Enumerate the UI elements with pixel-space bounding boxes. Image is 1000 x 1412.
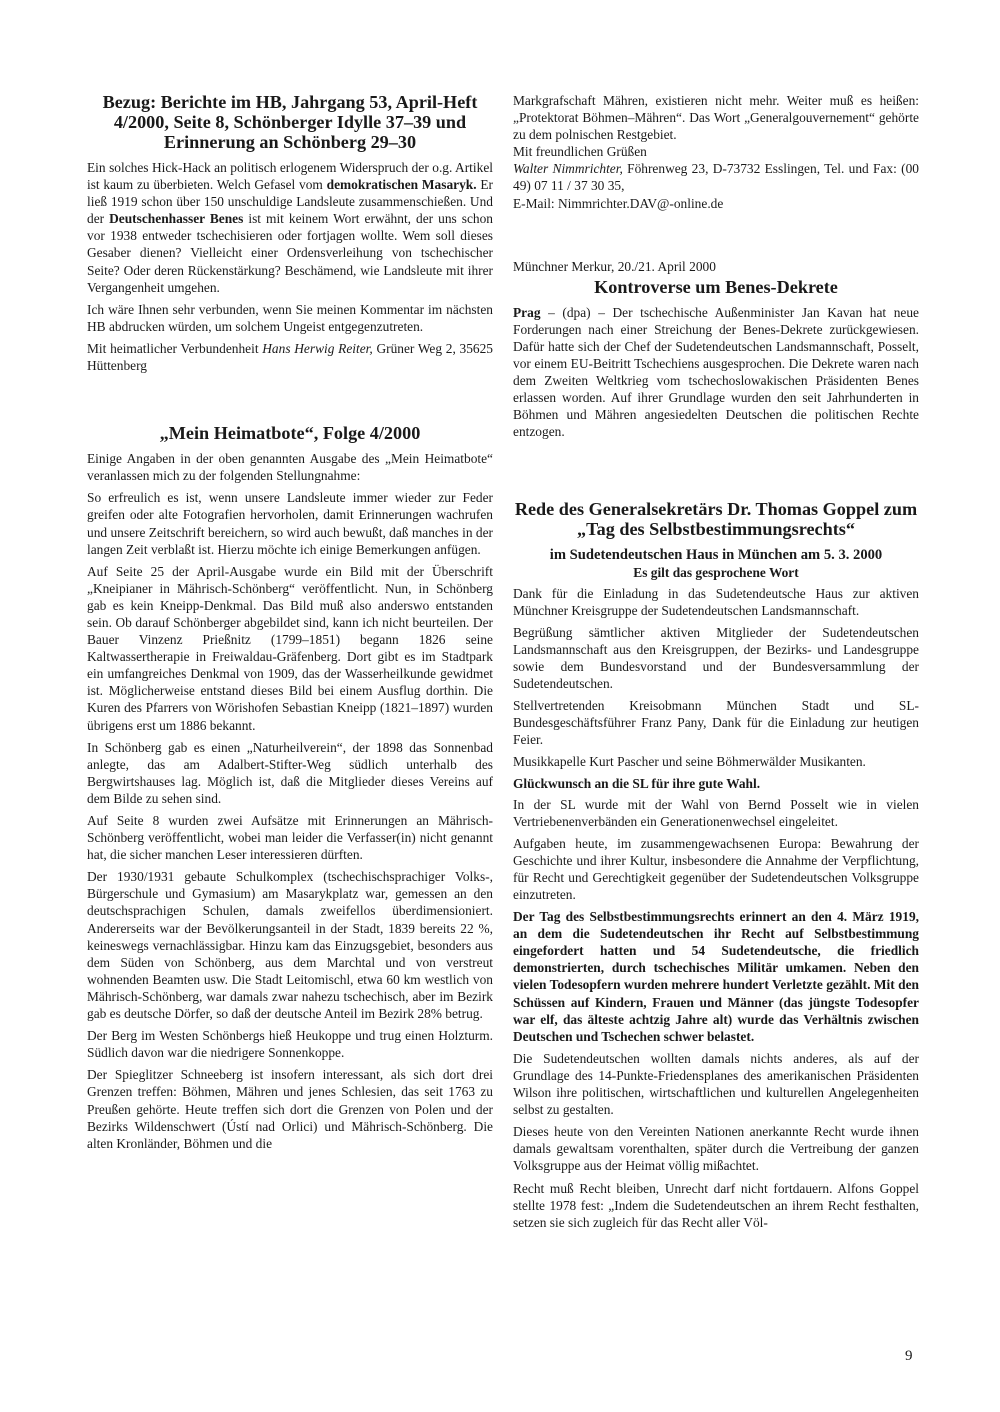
article-goppel-heading: Rede des Generalsekretärs Dr. Thomas Goppel zum „Tag des Selbstbestimmungsrechts“	[514, 498, 918, 539]
paragraph: Der Berg im Westen Schönbergs hieß Heukoppe und trug einen Holzturm. Südlich davon war die niedrigere Sonnenkoppe.	[87, 1028, 493, 1061]
paragraph: Dieses heute von den Vereinten Nationen anerkannte Recht wurde ihnen damals gewaltsam vorenthalten, später durch die Vertreibung der ganzen Volksgruppe aus der Heimat völlig mißachtet.	[513, 1124, 919, 1174]
paragraph: Auf Seite 8 wurden zwei Aufsätze mit Erinnerungen an Mährisch-Schönberg veröffentlicht, wobei man leider die Verfasser(in) nicht genannt hat, die sicher manchen Leser interessieren dürften.	[87, 813, 493, 863]
letter-heimatbote-heading: „Mein Heimatbote“, Folge 4/2000	[159, 423, 421, 444]
paragraph: Die Sudetendeutschen wollten damals nichts anderes, als auf der Grundlage des 14-Punkte-Friedensplanes des amerikanischen Präsidenten Wilson ihre politischen, wirtschaftlichen und kulturellen Angelegenheiten selbst zu gestalten.	[513, 1050, 919, 1118]
paragraph: Der 1930/1931 gebaute Schulkomplex (tschechischsprachiger Volks-, Bürgerschule und Gymasium) am Masarykplatz war, gemessen an den deutschsprachigen Schulen, damals zweifellos überdimensioniert. Andererseits war der Bevölkerungsanteil in der Stadt, 1839 bereits 22 %, keineswegs vernachlässigbar. Hinzu kam das Einzugsgebiet, besonders aus dem Süden von Schönberg, aus dem Marchtal und von verstreut wohnenden Beamten usw. Die Stadt Leitomischl, etwa 60 km westlich von Mährisch-Schönberg, war damals zwar nahezu tschechisch, aber im Bezirk gab es deutsche Dörfer, so daß der deutsche Anteil im Bezirk 28% betrug.	[87, 869, 493, 1022]
author-name: Walter Nimmrichter,	[513, 161, 623, 177]
paragraph: Einige Angaben in der oben genannten Ausgabe des „Mein Heimatbote“ veranlassen mich zu der folgenden Stellungnahme:	[87, 451, 493, 484]
letter-reiter-heading: Bezug: Berichte im HB, Jahrgang 53, April-Heft 4/2000, Seite 8, Schönberger Idylle 37–39 und Erinnerung an Schönberg 29–30	[102, 92, 478, 152]
paragraph: Der Spieglitzer Schneeberg ist insofern interessant, als sich dort drei Grenzen treffen: Böhmen, Mähren und jenes Schlesien, das seit 1763 zu Preußen gehörte. Heute treffen sich dort die Grenzen von Polen und der Bezirks Wildenschwert (Ústí nad Orlici) und Mährisch-Schönberg. Die alten Kronländer, Böhmen und die	[87, 1067, 493, 1151]
paragraph: Mit freundlichen Grüßen	[513, 144, 647, 160]
author-name: Hans Herwig Reiter,	[262, 340, 373, 356]
left-column	[87, 92, 493, 1157]
paragraph: Aufgaben heute, im zusammengewachsenen Europa: Bewahrung der Geschichte und ihrer Kultur, insbesondere die Annahme der Verpflichtung, für Recht und Gerechtigkeit gegenüber der Sudetendeutschen Volksgruppe einzutreten.	[513, 835, 919, 902]
paragraph: Begrüßung sämtlicher aktiven Mitglieder der Sudetendeutschen Landsmannschaft aus den Kreisgruppen, der Bezirks- und Landesgruppe sowie dem Bundesvorstand und der Bundesversammlung der Sudetendeutschen.	[513, 624, 919, 691]
article-goppel-subheading: im Sudetendeutschen Haus in München am 5. 3. 2000	[549, 546, 883, 563]
source-line: Münchner Merkur, 20./21. April 2000	[513, 258, 716, 274]
letter-heimatbote	[87, 423, 493, 1152]
paragraph: Recht muß Recht bleiben, Unrecht darf nicht fortdauern. Alfons Goppel stellte 1978 fest: „Indem die Sudetendeutschen an ihrem Recht festhalten, setzen sie sich zugleich für das Recht aller Völ-	[513, 1180, 919, 1230]
right-column	[513, 92, 919, 1236]
paragraph: Ein solches Hick-Hack an politisch erlogenem Widerspruch der o.g. Artikel ist kaum zu überbieten. Welch Gefasel vom demokratischen Masaryk. Er ließ 1919 schon über 150 unschuldige Landsleute zusammenschießen. Und der Deutschenhasser Benes ist mit keinem Wort erwähnt, der uns schon vor 1938 entweder tschechisieren oder fortjagen wollte. Wem soll dieses Gesaber dienen? Vielleicht einer Ordensverleihung von tschechischer Seite? Oder deren Rückenstärkung? Beschämend, wie Landsleute mit ihrer Vergangenheit umgehen.	[87, 160, 493, 295]
article-goppel-speech	[513, 499, 919, 1231]
paragraph: In Schönberg gab es einen „Naturheilverein“, der 1898 das Sonnenbad anlegte, das am Adalbert-Stifter-Weg südlich unterhalb des Bergwirtshauses lag. Möglich ist, daß die Mitglieder dieses Vereins auf dem Bilde zu sehen sind.	[87, 739, 493, 806]
page-number: 9	[905, 1348, 913, 1364]
email-line: E-Mail: Nimmrichter.DAV@-online.de	[513, 195, 724, 211]
paragraph: Stellvertretenden Kreisobmann München Stadt und SL-Bundesgeschäftsführer Franz Pany, Dank für die Einladung zur heutigen Feier.	[513, 698, 919, 748]
letter-reiter	[87, 92, 493, 374]
paragraph: Ich wäre Ihnen sehr verbunden, wenn Sie meinen Kommentar im nächsten HB abdrucken würden, um solchem Ungeist entgegenzutreten.	[87, 301, 493, 334]
paragraph: Musikkapelle Kurt Pascher und seine Böhmerwälder Musikanten.	[513, 754, 866, 770]
section-heading: Glückwunsch an die SL für ihre gute Wahl.	[513, 776, 761, 792]
signature: Mit heimatlicher Verbundenheit Hans Herwig Reiter, Grüner Weg 2, 35625 Hüttenberg	[87, 340, 494, 374]
paragraph: Auf Seite 25 der April-Ausgabe wurde ein Bild mit der Überschrift „Kneipianer in Mährisch-Schönberg“ veröffentlicht. Nun, in Schönberg gab es kein Kneipp-Denkmal. Das Bild muß also anderswo entstanden sein. Ob darauf Schönberger abgebildet sind, kann ich nicht beurteilen. Der Bauer Vinzenz Prießnitz (1799–1851) begann 1826 seine Kaltwassertherapie in Freiwaldau-Gräfenberg. Dort gibt es im Stadtpark ein umfangreiches Denkmal von 1909, das der Wasserheilkunde gewidmet ist. Möglicherweise entstand dieses Bild bei einem Ausflug dorthin. Die Kuren des Pfarrers von Wörishofen Sebastian Kneipp (1821–1897) wurden übrigens erst um 1886 bekannt.	[87, 563, 493, 733]
article-goppel-subheading-2: Es gilt das gesprochene Wort	[633, 564, 799, 580]
paragraph: In der SL wurde mit der Wahl von Bernd Posselt wie in vielen Vertriebenenverbänden ein Generationenwechsel eingeleitet.	[513, 796, 919, 829]
paragraph: So erfreulich es ist, wenn unsere Landsleute immer wieder zur Feder greifen oder alte Fotografien hervorholen, damit Erinnerungen wachrufen und unsere Zeitschrift bereichern, so wird auch bewußt, daß manches in der langen Zeit verblaßt ist. Hierzu möchte ich einige Bemerkungen anfügen.	[87, 490, 493, 557]
paragraph: Dank für die Einladung in das Sudetendeutsche Haus zur aktiven Münchner Kreisgruppe der Sudetendeutschen Landsmannschaft.	[513, 585, 919, 618]
bold-paragraph: Der Tag des Selbstbestimmungsrechts erinnert an den 4. März 1919, an dem die Sudetendeutschen ihr Recht auf Selbstbestimmung eingefordert hatten und 54 Sudetendeutsche, die friedlich demonstrierten, durch tschechisches Militär umkamen. Neben den vielen Todesopfern wurden mehrere hundert Verletzte gezählt. Mit den Schüssen auf Kindern, Frauen und Männer (das jüngste Todesopfer war elf, das älteste achtzig Jahre alt) wurde das Verhältnis zwischen Deutschen und Tschechen schwer belastet.	[513, 909, 919, 1044]
letter-nimmrichter-continuation	[513, 92, 919, 212]
article-benes-heading: Kontroverse um Benes-Dekrete	[594, 276, 838, 297]
paragraph: Markgrafschaft Mähren, existieren nicht mehr. Weiter muß es heißen: „Protektorat Böhmen–Mähren“. Das Wort „Generalgouvernement“ gehörte zu dem polnischen Restgebiet.	[513, 93, 919, 143]
article-benes-dekrete	[513, 258, 919, 441]
paragraph: Prag – (dpa) – Der tschechische Außenminister Jan Kavan hat neue Forderungen nach einer Streichung der Benes-Dekrete zurückgewiesen. Dafür hatte sich der Chef der Sudetendeutschen Landsmannschaft, Posselt, vor einem EU-Beitritt Tschechiens ausgesprochen. Die Dekrete waren nach dem Zweiten Weltkrieg vom tschechoslowakischen Präsidenten Benes erlassen worden. Auf ihrer Grundlage wurden den seit Jahrhunderten in Böhmen und Mähren angesiedelten Deutschen die politischen Rechte entzogen.	[513, 304, 919, 440]
signature: Walter Nimmrichter, Föhrenweg 23, D-73732 Esslingen, Tel. und Fax: (00 49) 07 11 / 37 30 35,	[513, 161, 919, 194]
